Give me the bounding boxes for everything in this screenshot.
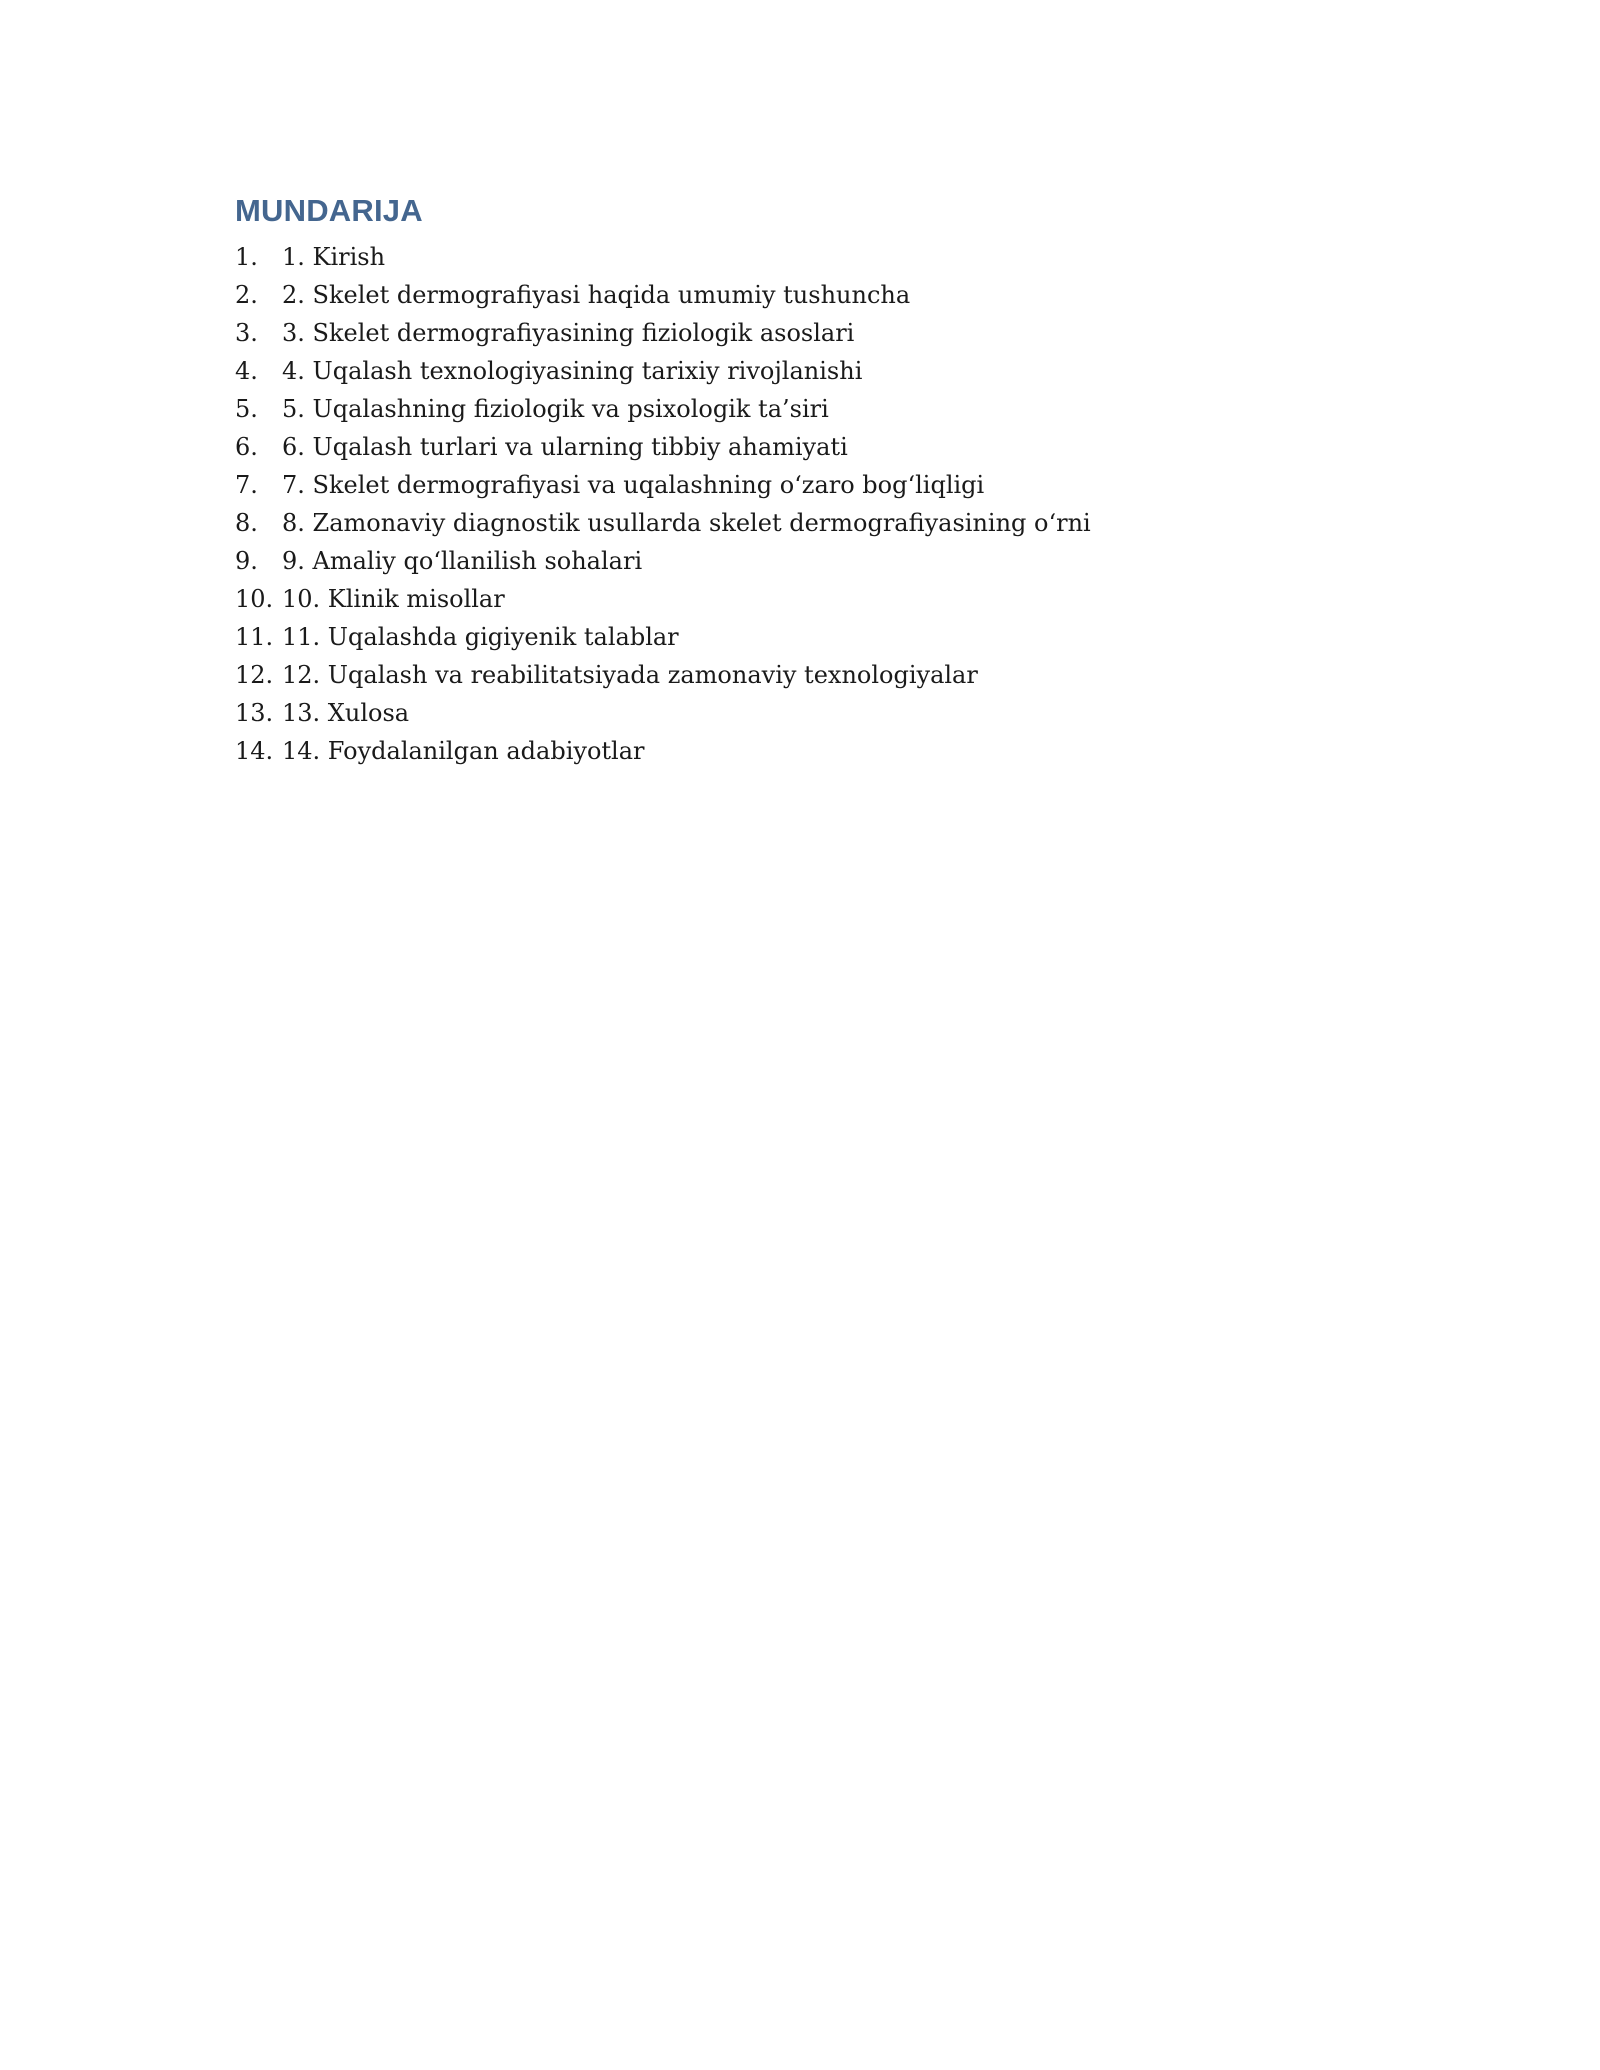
toc-item bbox=[235, 466, 1385, 504]
toc-item bbox=[235, 580, 1385, 618]
toc-item-number: 14. bbox=[235, 737, 274, 765]
toc-list bbox=[235, 238, 1385, 770]
toc-item-text: 13. Xulosa bbox=[282, 699, 410, 727]
toc-item-text: 12. Uqalash va reabilitatsiyada zamonaviy texnologiyalar bbox=[282, 661, 978, 689]
toc-item-number: 4. bbox=[235, 357, 258, 385]
toc-item-number: 5. bbox=[235, 395, 258, 423]
toc-item bbox=[235, 656, 1385, 694]
toc-item-number: 10. bbox=[235, 585, 274, 613]
toc-item-text: 2. Skelet dermografiyasi haqida umumiy tushuncha bbox=[282, 281, 911, 309]
table-of-contents bbox=[235, 188, 1385, 770]
toc-item-number: 13. bbox=[235, 699, 274, 727]
toc-item-text: 8. Zamonaviy diagnostik usullarda skelet dermografiyasining o‘rni bbox=[282, 509, 1091, 537]
toc-item-number: 1. bbox=[235, 243, 258, 271]
toc-title: MUNDARIJA bbox=[235, 193, 423, 228]
toc-item-text: 9. Amaliy qo‘llanilish sohalari bbox=[282, 547, 643, 575]
toc-item-text: 3. Skelet dermografiyasining fiziologik asoslari bbox=[282, 319, 855, 347]
toc-item-number: 12. bbox=[235, 661, 274, 689]
toc-item bbox=[235, 732, 1385, 770]
toc-item-number: 2. bbox=[235, 281, 258, 309]
toc-item-number: 7. bbox=[235, 471, 258, 499]
toc-item bbox=[235, 504, 1385, 542]
toc-item-number: 11. bbox=[235, 623, 274, 651]
toc-item bbox=[235, 428, 1385, 466]
toc-item bbox=[235, 314, 1385, 352]
toc-item-text: 5. Uqalashning fiziologik va psixologik ta’siri bbox=[282, 395, 829, 423]
toc-item-text: 14. Foydalanilgan adabiyotlar bbox=[282, 737, 645, 765]
toc-item bbox=[235, 352, 1385, 390]
toc-item bbox=[235, 542, 1385, 580]
toc-item bbox=[235, 618, 1385, 656]
toc-item-text: 11. Uqalashda gigiyenik talablar bbox=[282, 623, 679, 651]
toc-item bbox=[235, 238, 1385, 276]
toc-item-number: 8. bbox=[235, 509, 258, 537]
toc-item-text: 10. Klinik misollar bbox=[282, 585, 505, 613]
toc-item-text: 1. Kirish bbox=[282, 243, 386, 271]
toc-item bbox=[235, 390, 1385, 428]
toc-item-text: 4. Uqalash texnologiyasining tarixiy rivojlanishi bbox=[282, 357, 863, 385]
toc-item bbox=[235, 694, 1385, 732]
toc-item-text: 6. Uqalash turlari va ularning tibbiy ahamiyati bbox=[282, 433, 848, 461]
toc-item-number: 6. bbox=[235, 433, 258, 461]
toc-item-text: 7. Skelet dermografiyasi va uqalashning o‘zaro bog‘liqligi bbox=[282, 471, 985, 499]
toc-item-number: 9. bbox=[235, 547, 258, 575]
toc-item bbox=[235, 276, 1385, 314]
toc-item-number: 3. bbox=[235, 319, 258, 347]
